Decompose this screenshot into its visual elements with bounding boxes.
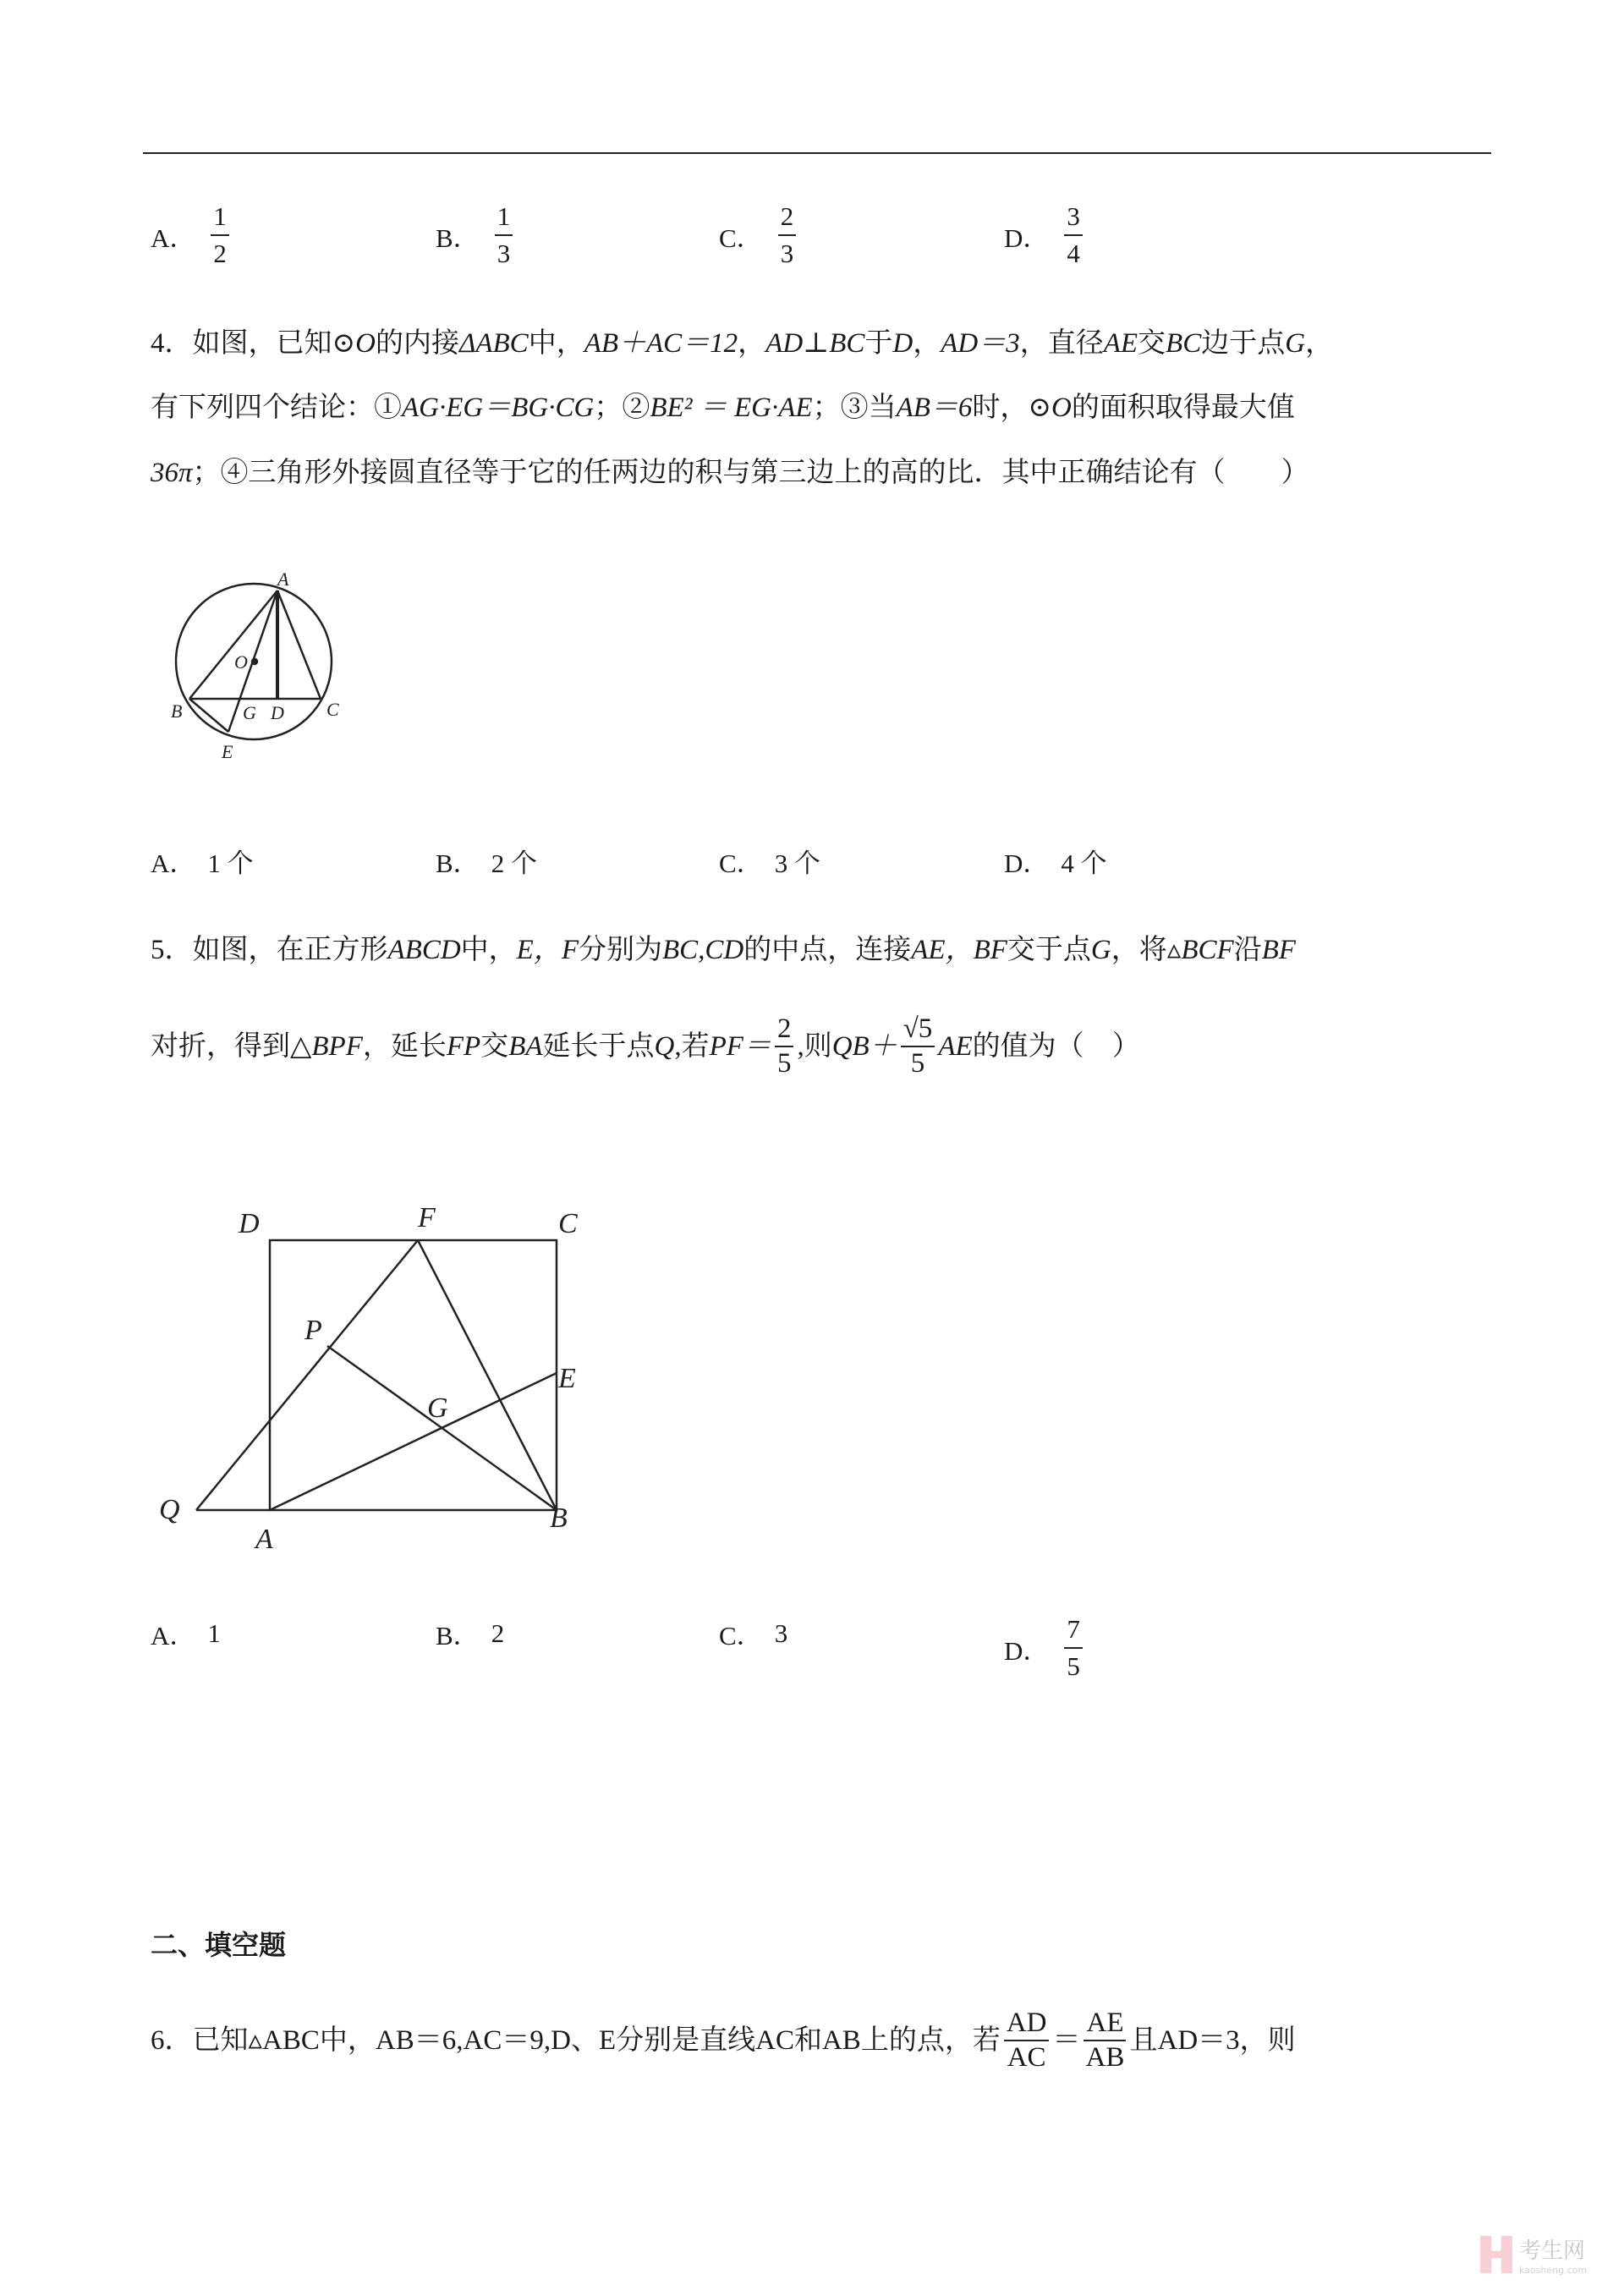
- option-label: B．: [436, 849, 480, 878]
- fraction: [775, 1015, 794, 1078]
- text: 分别是直线: [616, 2024, 756, 2056]
- text: ，延长: [362, 1030, 447, 1062]
- math-text: D: [892, 328, 914, 359]
- math-text: AE，BF: [911, 935, 1007, 965]
- segment-pb: [327, 1346, 557, 1510]
- math-text: 36π: [151, 458, 193, 488]
- text: ，: [1305, 328, 1334, 359]
- text: E: [598, 2024, 617, 2056]
- text: 对折，得到: [151, 1030, 290, 1062]
- label-p: P: [304, 1315, 322, 1346]
- text: ，: [913, 328, 941, 359]
- option-text: 2 个: [491, 849, 537, 878]
- label-d: D: [271, 702, 284, 723]
- option-label: C．: [719, 1621, 763, 1651]
- math-text: BE² ＝ EG·AE: [650, 393, 813, 423]
- text: 的内接: [375, 328, 459, 359]
- math-text: FP: [446, 1030, 481, 1062]
- segment-bf: [418, 1240, 557, 1510]
- figure-square: [196, 1240, 557, 1510]
- segment-ab: [189, 590, 277, 699]
- watermark-domain: kaosheng.com: [1519, 2265, 1588, 2276]
- label-e: E: [222, 741, 233, 762]
- option-label: B．: [436, 1621, 480, 1651]
- fraction: [1084, 2009, 1126, 2072]
- option-label: D．: [1004, 1635, 1050, 1666]
- label-g: G: [427, 1392, 448, 1424]
- label-a: A: [277, 569, 289, 590]
- math-text: △BPF: [290, 1030, 363, 1062]
- denominator: 4: [1067, 239, 1080, 268]
- numerator: 3: [1064, 201, 1083, 236]
- option-text: 3: [774, 1618, 788, 1648]
- math-text: G: [1090, 935, 1111, 965]
- math-text: AB＝6: [896, 393, 973, 423]
- text-line: [151, 2009, 1296, 2072]
- math-text: QB＋: [831, 1030, 897, 1062]
- square-abcd: [270, 1240, 557, 1510]
- text: 、: [570, 2024, 599, 2056]
- text: 的面积取得最大值: [1071, 393, 1295, 423]
- math-text: BC: [1166, 328, 1202, 359]
- denominator: AB: [1085, 2042, 1125, 2073]
- numerator: 2: [778, 201, 797, 236]
- text-line: [151, 937, 1296, 964]
- numerator: 7: [1064, 1614, 1083, 1649]
- option-label: C．: [719, 849, 763, 878]
- numerator: √5: [901, 1015, 935, 1047]
- math-text: AD＝3: [941, 328, 1020, 359]
- watermark: [1480, 2233, 1587, 2276]
- denominator: 3: [497, 239, 511, 268]
- math-text: AE: [1103, 328, 1138, 359]
- text: ，则: [1239, 2024, 1296, 2056]
- text: 6．已知: [151, 2024, 249, 2056]
- segment-be: [189, 699, 228, 732]
- math-text: ⊙O: [1028, 393, 1072, 423]
- text: 延长于点: [542, 1030, 655, 1062]
- text-line: [151, 1015, 1140, 1078]
- option-label: A．: [151, 1621, 196, 1651]
- text: AB: [821, 2024, 861, 2056]
- math-text: AE: [938, 1030, 973, 1062]
- text: ，直径: [1019, 328, 1104, 359]
- label-e: E: [558, 1363, 576, 1394]
- text: AC: [755, 2024, 794, 2056]
- text: 中，: [319, 2024, 376, 2056]
- text: ▵ABC: [248, 2024, 320, 2056]
- math-text: AD⊥BC: [765, 328, 865, 359]
- math-text: ABCD: [387, 935, 461, 965]
- fraction: [1004, 2009, 1050, 2072]
- label-q: Q: [159, 1494, 180, 1525]
- option-label: C．: [719, 222, 763, 253]
- label-a: A: [255, 1524, 273, 1555]
- math-text: BC,CD: [662, 935, 744, 965]
- option-label: D．: [1004, 222, 1050, 253]
- text: ,则: [797, 1030, 832, 1062]
- option-c[interactable]: [719, 1614, 787, 1652]
- text: 5．如图，在正方形: [151, 935, 388, 965]
- denominator: AC: [1007, 2042, 1046, 2073]
- math-text: ▵BCF: [1166, 935, 1234, 965]
- option-label: A．: [151, 849, 196, 878]
- text: 且: [1129, 2024, 1158, 2056]
- math-text: BA: [508, 1030, 543, 1062]
- center-dot: [252, 659, 257, 664]
- fraction: [901, 1015, 935, 1078]
- text: 交于点: [1007, 935, 1091, 965]
- segment-ac: [277, 590, 321, 699]
- text: AD＝3: [1157, 2024, 1240, 2056]
- text: 4．如图，已知: [151, 328, 332, 359]
- text: 交: [1138, 328, 1166, 359]
- option-label: D．: [1004, 849, 1050, 878]
- label-d: D: [239, 1208, 260, 1239]
- option-text: 4 个: [1061, 849, 1107, 878]
- text: 中，: [460, 935, 517, 965]
- label-b: B: [550, 1502, 568, 1534]
- text: 有下列四个结论：①: [151, 393, 402, 423]
- segment-qf: [196, 1240, 418, 1510]
- option-b[interactable]: [436, 1614, 504, 1652]
- text: 沿: [1233, 935, 1262, 965]
- math-text: ΔABC: [458, 328, 529, 359]
- watermark-name: 考生网: [1519, 2238, 1586, 2264]
- option-a[interactable]: [151, 1614, 221, 1652]
- math-text: ⊙O: [332, 328, 376, 359]
- label-o: O: [234, 651, 248, 673]
- section-heading: 二、填空题: [151, 1929, 287, 1961]
- text: 中，: [528, 328, 584, 359]
- math-text: PF＝: [709, 1030, 771, 1062]
- option-label: B．: [436, 222, 480, 253]
- text: 分别为: [579, 935, 662, 965]
- denominator: 5: [910, 1048, 925, 1079]
- option-d[interactable]: [1004, 1614, 1086, 1682]
- label-g: G: [243, 702, 256, 723]
- label-c: C: [558, 1208, 578, 1239]
- text: ；③当: [812, 393, 897, 423]
- math-text: AB＋AC＝12: [584, 328, 738, 359]
- text: ；④三角形外接圆直径等于它的任两边的积与第三边上的高的比．其中正确结论有（ ）: [192, 458, 1309, 488]
- text: ,若: [674, 1030, 710, 1062]
- math-text: BF: [1261, 935, 1296, 965]
- text: 上的点，若: [860, 2024, 1001, 2056]
- label-f: F: [418, 1202, 436, 1233]
- text: 和: [793, 2024, 822, 2056]
- denominator: 5: [776, 1048, 792, 1079]
- fraction: [1064, 1614, 1083, 1682]
- option-text: 1 个: [207, 849, 254, 878]
- math-text: Q: [654, 1030, 675, 1062]
- math-text: AG·EG＝BG·CG: [402, 393, 595, 423]
- text: AB＝6,AC＝9,D: [375, 2024, 571, 2056]
- text: ，将: [1111, 935, 1167, 965]
- text: 于: [864, 328, 893, 359]
- label-c: C: [326, 699, 339, 720]
- label-b: B: [171, 700, 183, 722]
- option-label: A．: [151, 222, 196, 253]
- text: ，: [738, 328, 766, 359]
- watermark-logo-icon: [1480, 2236, 1512, 2273]
- text: 交: [480, 1030, 509, 1062]
- numerator: 1: [211, 201, 229, 236]
- denominator: 5: [1067, 1651, 1080, 1681]
- denominator: 3: [780, 239, 794, 268]
- text: ＝: [1052, 2024, 1081, 2056]
- numerator: 2: [775, 1015, 794, 1047]
- numerator: AE: [1084, 2009, 1126, 2041]
- text: 的值为（ ）: [972, 1030, 1140, 1062]
- text: ；②: [594, 393, 650, 423]
- segment-ae: [270, 1373, 557, 1510]
- text: 时，: [972, 393, 1029, 423]
- text: 的中点，连接: [743, 935, 912, 965]
- numerator: AD: [1004, 2009, 1050, 2041]
- denominator: 2: [213, 239, 227, 268]
- option-text: 3 个: [774, 849, 820, 878]
- math-text: E，F: [516, 935, 579, 965]
- numerator: 1: [495, 201, 513, 236]
- math-text: G: [1285, 328, 1306, 359]
- option-text: 1: [207, 1618, 221, 1648]
- option-text: 2: [491, 1618, 505, 1648]
- text: 边于点: [1201, 328, 1286, 359]
